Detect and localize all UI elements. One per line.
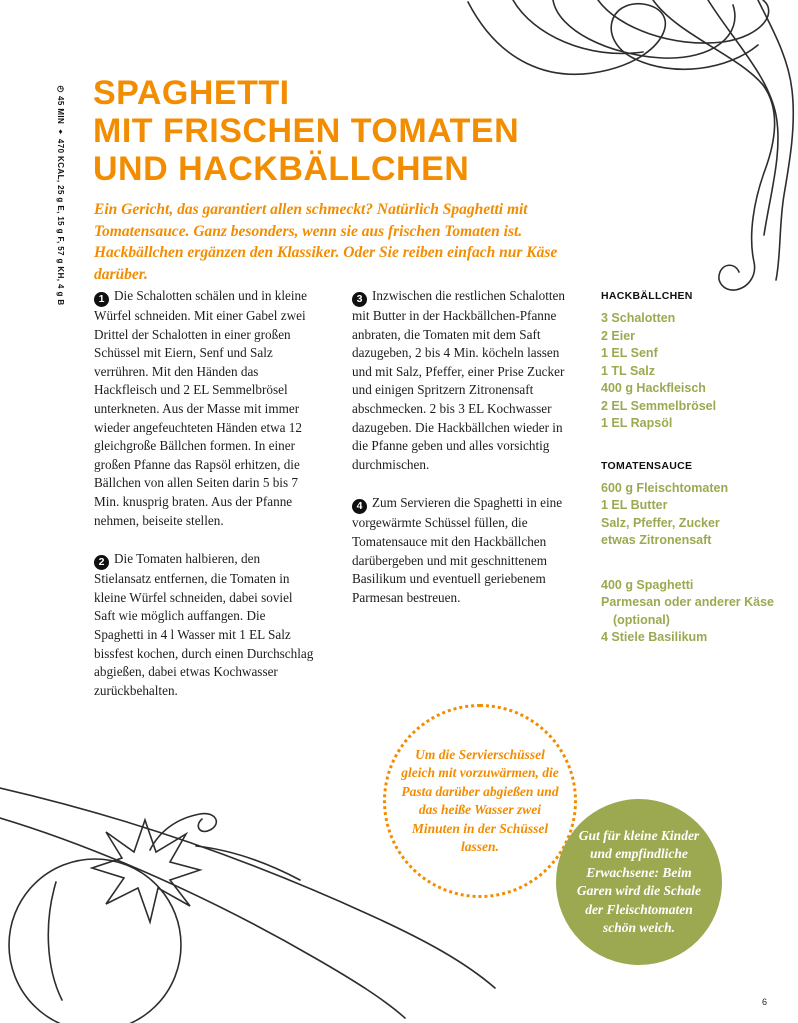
step-1-text: Die Schalotten schälen und in kleine Würfel schneiden. Mit einer Gabel zwei Drittel der Schalotten in einer großen Schüssel mit Eiern, Senf und Salz verrühren. Mit den Händen das Hackfleisch und 2 EL Semmelbrösel unterkneten. Aus der Masse mit immer wieder angefeuchteten Händen etwa 12 gleichgroße Bällchen formen. In einer großen Pfanne das Rapsöl erhitzen, die Bällchen von allen Seiten darin 5 bis 7 Min. knusprig braten. Aus der Pfanne nehmen, beiseite stellen. bbox=[94, 288, 307, 528]
ingredient: 2 EL Semmelbrösel bbox=[601, 398, 717, 413]
tip-warm-bowl-text: Um die Servierschüssel gleich mit vorzuwärmen, die Pasta darüber abgießen und das heiße Wasser zwei Minuten in der Schüssel lassen. bbox=[401, 746, 559, 854]
step-3-text: Inzwischen die restlichen Schalotten mit Butter in der Hackbällchen-Pfanne anbraten, die Tomaten mit dem Saft dazugeben, 2 bis 4 Min. köcheln lassen und mit Salz, Pfeffer, einer Prise Zucker und einigen Spritzern Zitronensaft abschmecken. 2 bis 3 EL Kochwasser dazugeben. Die Hackbällchen wieder in die Pfanne geben und alles vorsichtig durchmischen. bbox=[352, 288, 565, 472]
ingredient: 1 EL Senf bbox=[601, 346, 658, 360]
nutrition-label: 470 KCAL, 25 g E, 15 g F, 57 g KH, 4 g B bbox=[56, 138, 65, 306]
ingredient: 400 g Hackfleisch bbox=[601, 381, 706, 395]
diamond-icon: ♦ bbox=[56, 126, 65, 137]
step-2-text: Die Tomaten halbieren, den Stielansatz entfernen, die Tomaten in kleine Würfel schneiden, dabei soviel Saft wie möglich auffangen. Die Spaghetti in 4 l Wasser mit 1 EL Salz bissfest kochen, durch einen Durchschlag abgießen, dabei etwas Kochwasser zurückbehalten. bbox=[94, 551, 314, 698]
ingredient: 1 EL Rapsöl bbox=[601, 416, 673, 430]
step-3 bbox=[352, 287, 576, 474]
ingredient: Parmesan oder anderer Käse (optional) bbox=[601, 595, 775, 627]
step-1 bbox=[94, 287, 317, 530]
page-number: 6 bbox=[761, 997, 767, 1007]
ingredients-list-tomatensauce bbox=[601, 480, 783, 550]
step-4-number-badge: 4 bbox=[352, 499, 367, 514]
ingredients-list-extra bbox=[601, 577, 783, 647]
title-line-3: UND HACKBÄLLCHEN bbox=[93, 150, 470, 188]
ingredient: 2 Eier bbox=[601, 328, 636, 343]
ingredients-section-title-tomatensauce: TOMATENSAUCE bbox=[601, 459, 693, 472]
tip-circle-green bbox=[556, 799, 722, 965]
step-4 bbox=[352, 494, 576, 607]
title-line-2: MIT FRISCHEN TOMATEN bbox=[93, 112, 520, 150]
steps-column-middle bbox=[352, 287, 576, 627]
tip-circle-dotted bbox=[383, 704, 577, 898]
time-label: 45 MIN bbox=[56, 96, 65, 125]
ingredients-list-hackbaellchen bbox=[601, 310, 783, 433]
step-2-number-badge: 2 bbox=[94, 555, 109, 570]
ingredient: 400 g Spaghetti bbox=[601, 577, 694, 592]
ingredient: Salz, Pfeffer, Zucker bbox=[601, 515, 720, 530]
ingredient: 1 EL Butter bbox=[601, 498, 668, 512]
recipe-intro: Ein Gericht, das garantiert allen schmeckt? Natürlich Spaghetti mit Tomatensauce. Ganz besonders, wenn sie aus frischen Tomaten ist. Hackbällchen ergänzen den Klassiker. Oder Sie reiben einfach nur Käse darüber. bbox=[94, 201, 558, 283]
step-2 bbox=[94, 550, 317, 700]
ingredients-panel bbox=[601, 290, 783, 647]
steps-column-left bbox=[94, 287, 317, 720]
ingredient: 600 g Fleischtomaten bbox=[601, 480, 729, 495]
tip-kids-text: Gut für kleine Kinder und empfindliche Erwachsene: Beim Garen wird die Schale der Fleischtomaten schön weich. bbox=[576, 827, 702, 935]
title-line-1: SPAGHETTI bbox=[93, 74, 290, 112]
clock-icon: ◷ bbox=[56, 84, 65, 94]
step-3-number-badge: 3 bbox=[352, 292, 367, 307]
step-1-number-badge: 1 bbox=[94, 292, 109, 307]
ingredient: etwas Zitronensaft bbox=[601, 533, 712, 547]
ingredients-section-title-hackbaellchen: HACKBÄLLCHEN bbox=[601, 290, 693, 302]
recipe-title bbox=[93, 74, 519, 188]
ingredient: 4 Stiele Basilikum bbox=[601, 630, 708, 644]
ingredient: 3 Schalotten bbox=[601, 311, 676, 325]
recipe-meta bbox=[56, 84, 65, 306]
step-4-text: Zum Servieren die Spaghetti in eine vorgewärmte Schüssel füllen, die Tomatensauce mit den Hackbällchen darübergeben und mit geschnittenem Basilikum und eventuell geriebenem Parmesan bestreuen. bbox=[352, 495, 563, 605]
ingredient: 1 TL Salz bbox=[601, 363, 655, 378]
